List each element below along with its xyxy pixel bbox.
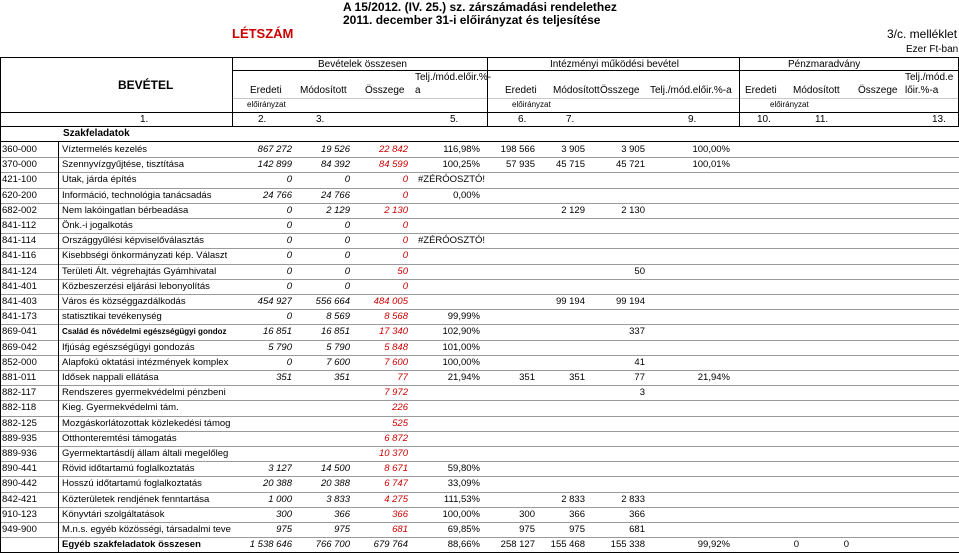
eloiranyzat-3: előirányzat [770,100,809,109]
cell-c4: 0 [402,189,408,201]
row-code: 890-441 [2,463,37,475]
col-modositott-2: Módosított [553,85,600,96]
cell-c5: 111,53% [443,493,480,505]
cell-c4: 7 600 [384,356,408,368]
row-code: 841-112 [2,220,37,231]
total-c4: 679 764 [373,539,408,551]
unit-label: Ezer Ft-ban [906,44,959,55]
col-telj3-line2: lőir.%-a [905,85,939,96]
cell-c3: 20 388 [320,478,350,490]
row-code: 890-442 [2,478,37,490]
cell-c4: 226 [392,402,408,414]
group-penzmaradvany: Pénzmaradvány [788,59,861,70]
cell-c7: 351 [569,372,585,383]
colnum-6: 6. [518,114,527,125]
total-c11: 0 [843,539,849,551]
cell-c8: 3 905 [621,144,645,155]
cell-c3: 8 569 [326,311,350,323]
cell-c8: 99 194 [615,296,645,307]
title-line-1: A 15/2012. (IV. 25.) sz. zárszámadási rendelethez [343,0,617,14]
cell-c8: 337 [629,326,645,338]
row-code: 682-002 [2,204,37,216]
col-telj1-line2: a [415,85,421,96]
cell-c4: 6 872 [384,432,408,444]
row-code: 841-114 [2,235,37,247]
cell-c4: 8 671 [384,463,408,475]
col-osszege-2: Összege [600,85,640,96]
col-telj3-line1: Telj./mód.e [905,72,954,83]
row-name: Információ, technológia tanácsadás [62,189,212,201]
cell-c4: 77 [397,372,408,383]
row-name: Mozgáskorlátozottak közlekedési támog [62,417,231,429]
cell-c5: 101,00% [442,341,480,353]
col-modositott-3: Módosított [793,85,840,96]
cell-c3: 0 [344,265,350,277]
cell-c4: 484 005 [373,296,408,307]
row-name: Kieg. Gyermekvédelmi tám. [62,402,179,414]
cell-c4: 4 275 [384,493,408,505]
cell-c3: 3 833 [326,493,350,505]
szakfeladatok-heading: Szakfeladatok [63,128,130,139]
cell-c3: 351 [334,372,350,383]
row-name: Nem lakóingatlan bérbeadása [62,204,189,216]
row-name: Utak, járda építés [62,174,137,186]
row-name: Kisebbségi önkormányzati kép. Választ [62,250,228,262]
cell-c6: 57 935 [505,159,535,171]
total-c2: 1 538 646 [249,539,292,551]
cell-c7: 2 129 [561,204,585,216]
cell-c8: 50 [634,265,645,277]
total-c7: 155 468 [550,539,585,551]
row-code: 869-042 [2,341,37,353]
row-name: Otthonteremtési támogatás [62,432,177,444]
total-c8: 155 338 [610,539,645,551]
eloiranyzat-2: előirányzat [512,100,551,109]
cell-c5: 100,00% [442,508,480,520]
title-line-2: 2011. december 31-i előirányzat és teljesítése [343,13,601,27]
cell-c4: 6 747 [384,478,408,490]
letszam-label: LÉTSZÁM [232,26,294,41]
cell-c2: 0 [286,204,292,216]
row-name: Víztermelés kezelés [62,144,148,155]
cell-c3: 19 526 [320,144,350,155]
cell-c6: 351 [519,372,535,383]
total-c3: 766 700 [315,539,350,551]
cell-c8: 366 [629,508,645,520]
col-osszege-1: Összege [365,85,405,96]
cell-c5: 69,85% [447,524,480,535]
cell-c9: 100,00% [692,144,730,155]
row-code: 841-173 [2,311,37,323]
cell-c3: 7 600 [326,356,350,368]
cell-c4: 2 130 [384,204,408,216]
cell-c3: 0 [344,250,350,262]
colnum-10: 10. [757,114,771,125]
row-name: Gyermektartásdíj állam általi megelőleg [62,448,229,459]
cell-c2: 1 000 [268,493,292,505]
cell-c5: 116,98% [443,144,480,155]
cell-c4: 525 [392,417,408,429]
cell-c2: 0 [286,235,292,247]
row-name: Ifjúság egészségügyi gondozás [62,341,195,353]
code-column-divider [58,141,59,553]
cell-c5: 21,94% [447,372,480,383]
cell-c4: 7 972 [384,387,408,399]
cell-c3: 16 851 [320,326,350,338]
cell-c2: 0 [286,311,292,323]
row-code: 881-011 [2,372,37,383]
cell-c6: 198 566 [500,144,535,155]
cell-c5: 99,99% [447,311,480,323]
cell-c2: 867 272 [257,144,292,155]
eloiranyzat-1: előirányzat [247,100,286,109]
cell-c7: 2 833 [561,493,585,505]
cell-c3: 24 766 [320,189,350,201]
cell-c4: 0 [402,280,408,292]
row-code: 889-935 [2,432,37,444]
cell-c5: 59,80% [447,463,480,475]
row-name: Alapfokú oktatási intézmények komplex [62,356,229,368]
cell-c3: 0 [344,220,350,231]
cell-c2: 0 [286,174,292,186]
left-border [0,57,1,553]
cell-c3: 366 [334,508,350,520]
row-code: 910-123 [2,508,37,520]
cell-c3: 556 664 [315,296,350,307]
cell-c2: 142 899 [257,159,292,171]
total-c10: 0 [793,539,799,551]
row-name: Könyvtári szolgáltatások [62,508,165,520]
colnum-5: 5. [450,114,459,125]
colnum-2: 2. [258,114,267,125]
colnum-7: 7. [566,114,575,125]
cell-c2: 300 [276,508,292,520]
row-code: 882-118 [2,402,37,414]
cell-c3: 84 392 [320,159,350,171]
cell-c5: 0,00% [453,189,480,201]
col-eredeti-2: Eredeti [505,85,537,96]
cell-c4: 5 848 [384,341,408,353]
col-osszege-3: Összege [858,85,898,96]
colnum-3: 3. [316,114,325,125]
cell-c8: 77 [634,372,645,383]
cell-c4: 22 842 [378,144,408,155]
cell-c7: 3 905 [561,144,585,155]
cell-c2: 20 388 [262,478,292,490]
cell-c7: 366 [569,508,585,520]
annex-label: 3/c. melléklet [887,27,958,41]
cell-c7: 45 715 [555,159,585,171]
col-telj1-line1: Telj./mód.előir.%- [415,72,492,83]
cell-c4: 0 [402,220,408,231]
cell-c4: 50 [397,265,408,277]
cell-c4: 8 568 [384,311,408,323]
cell-c2: 0 [286,280,292,292]
cell-c4: 366 [392,508,408,520]
row-code: 841-116 [2,250,37,262]
cell-c2: 5 790 [268,341,292,353]
row-code: 882-125 [2,417,37,429]
col-eredeti-3: Eredeti [745,85,777,96]
cell-c5: #ZÉRÓOSZTÓ! [418,235,486,247]
cell-c6: 300 [519,508,535,520]
cell-c8: 3 [639,387,645,399]
cell-c5: 100,25% [442,159,480,171]
row-code: 889-936 [2,448,37,459]
row-name: Közbeszerzési eljárási lebonyolítás [62,280,210,292]
col-modositott-1: Módosított [300,85,347,96]
cell-c7: 975 [569,524,585,535]
row-name: Területi Ált. végrehajtás Gyámhivatal [62,265,217,277]
colnum-11: 11. [815,114,829,125]
cell-c2: 24 766 [262,189,292,201]
row-name: Város és községgazdálkodás [62,296,186,307]
cell-c2: 454 927 [257,296,292,307]
cell-c8: 681 [629,524,645,535]
row-name: Önk.-i jogalkotás [62,220,133,231]
row-name: Szennyvízgyűjtése, tisztítása [62,159,184,171]
total-name: Egyéb szakfeladatok összesen [62,539,201,551]
cell-c2: 0 [286,265,292,277]
row-code: 360-000 [2,144,37,155]
cell-c2: 16 851 [262,326,292,338]
cell-c5: 100,00% [442,356,480,368]
row-code: 869-041 [2,326,37,338]
cell-c2: 351 [276,372,292,383]
total-c9: 99,92% [697,539,730,551]
row-name: Hosszú időtartamú foglalkoztatás [62,478,202,490]
row-code: 841-403 [2,296,37,307]
cell-c2: 0 [286,356,292,368]
total-c6: 258 127 [500,539,535,551]
cell-c8: 2 130 [621,204,645,216]
cell-c8: 2 833 [621,493,645,505]
cell-c4: 10 370 [378,448,408,459]
row-name: M.n.s. egyéb közösségi, társadalmi teve [62,524,231,535]
cell-c7: 99 194 [555,296,585,307]
col-telj2: Telj./mód.előir.%-a [650,85,732,96]
col-eredeti-1: Eredeti [250,85,282,96]
cell-c6: 975 [519,524,535,535]
row-code: 852-000 [2,356,37,368]
cell-c4: 0 [402,174,408,186]
cell-c2: 3 127 [268,463,292,475]
row-name: Rövid időtartamú foglalkoztatás [62,463,195,475]
group-bevetelek-osszesen: Bevételek összesen [318,59,407,70]
row-name: statisztikai tevékenység [62,311,162,323]
row-code: 620-200 [2,189,37,201]
cell-c4: 17 340 [378,326,408,338]
row-code: 882-117 [2,387,37,399]
colnum-1: 1. [140,114,149,125]
cell-c3: 5 790 [326,341,350,353]
row-name: Közterületek rendjének fenntartása [62,493,210,505]
row-code: 841-401 [2,280,37,292]
cell-c8: 41 [634,356,645,368]
cell-c3: 0 [344,174,350,186]
row-code: 842-421 [2,493,37,505]
row-code: 841-124 [2,265,37,277]
cell-c2: 0 [286,220,292,231]
cell-c3: 14 500 [320,463,350,475]
row-code: 421-100 [2,174,37,186]
cell-c2: 0 [286,250,292,262]
cell-c9: 100,01% [692,159,730,171]
cell-c4: 681 [392,524,408,535]
cell-c3: 975 [334,524,350,535]
cell-c4: 84 599 [378,159,408,171]
colnum-9: 9. [688,114,697,125]
cell-c5: 33,09% [447,478,480,490]
row-name: Rendszeres gyermekvédelmi pénzbeni [62,387,226,399]
cell-c5: 102,90% [442,326,480,338]
cell-c8: 45 721 [615,159,645,171]
colnum-13: 13. [932,114,946,125]
row-name: Országgyűlési képviselőválasztás [62,235,205,247]
row-name: Idősek nappali ellátása [62,372,159,383]
cell-c3: 2 129 [326,204,350,216]
row-code: 370-000 [2,159,37,171]
bevetel-label: BEVÉTEL [118,78,174,92]
cell-c4: 0 [402,235,408,247]
row-code: 949-900 [2,524,37,535]
cell-c2: 975 [276,524,292,535]
cell-c3: 0 [344,235,350,247]
cell-c5: #ZÉRÓOSZTÓ! [418,174,486,186]
cell-c4: 0 [402,250,408,262]
cell-c3: 0 [344,280,350,292]
row-name: Család és nővédelmi egészségügyi gondoz [62,327,227,337]
group-intezmenyi-bevetel: Intézményi működési bevétel [550,59,679,70]
cell-c9: 21,94% [697,372,730,383]
total-c5: 88,66% [447,539,480,551]
